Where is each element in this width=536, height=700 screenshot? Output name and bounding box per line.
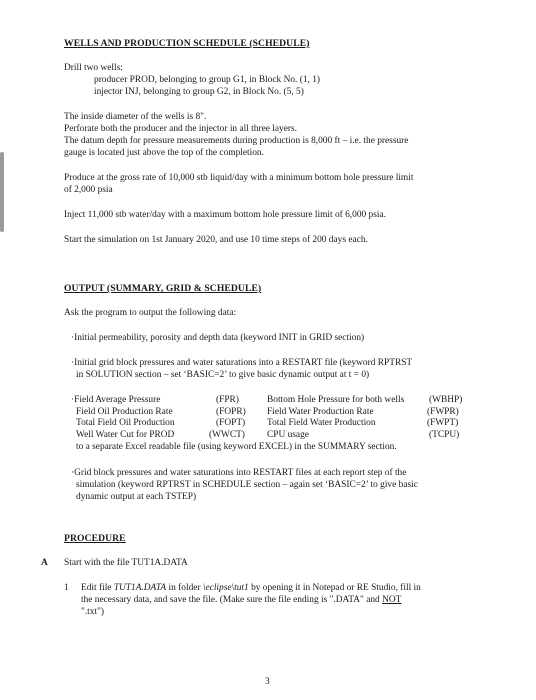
step-1-text-d: the necessary data, and save the file. (Make sure the file ending is ".DATA" and (81, 595, 383, 605)
summary-keywords-table (71, 394, 471, 440)
datum-line-2: gauge is located just above the top of the completion. (64, 148, 264, 158)
summary-left-label: Field Oil Production Rate (76, 406, 173, 417)
step-1-line-1 (81, 582, 421, 594)
step-1-number: 1 (64, 583, 69, 593)
output-item-4-line-3: dynamic output at each TSTEP) (76, 492, 197, 502)
scrollbar-thumb[interactable] (0, 152, 4, 232)
step-1-line-2 (81, 594, 401, 606)
ask-line: Ask the program to output the following data: (64, 308, 237, 318)
produce-line-2: of 2,000 psia (64, 185, 113, 195)
step-1-filename: TUT1A.DATA (113, 583, 167, 593)
output-item-4-line-2: simulation (keyword RPTRST in SCHEDULE section – again set ‘BASIC=2’ to give basic (76, 480, 418, 490)
summary-left-keyword: (FOPT) (216, 418, 246, 428)
summary-row (71, 394, 471, 406)
step-a-letter: A (41, 558, 48, 568)
perforate-line: Perforate both the producer and the injector in all three layers. (64, 124, 297, 134)
drill-intro: Drill two wells: (64, 63, 123, 73)
summary-row (71, 429, 471, 441)
diameter-line: The inside diameter of the wells is 8". (64, 112, 207, 122)
step-1-text-c: by opening it in Notepad or RE Studio, fill in (248, 583, 421, 593)
summary-right-label: Bottom Hole Pressure for both wells (267, 395, 405, 405)
step-1-folder-path: \eclipse\tut1 (202, 583, 249, 593)
output-item-2-line-1: ·Initial grid block pressures and water saturations into a RESTART file (keyword RPTRST (71, 358, 413, 368)
summary-right-label: Total Field Water Production (267, 418, 376, 428)
procedure-heading: PROCEDURE (64, 533, 126, 544)
output-item-1: ·Initial permeability, porosity and depth data (keyword INIT in GRID section) (71, 333, 365, 343)
wells-heading: WELLS AND PRODUCTION SCHEDULE (SCHEDULE) (64, 38, 310, 49)
excel-line: to a separate Excel readable file (using keyword EXCEL) in the SUMMARY section. (76, 442, 397, 452)
inject-line: Inject 11,000 stb water/day with a maximum bottom hole pressure limit of 6,000 psia. (64, 210, 386, 220)
summary-right-keyword: (FWPT) (427, 418, 459, 428)
summary-right-label: Field Water Production Rate (267, 406, 374, 417)
producer-line: producer PROD, belonging to group G1, in Block No. (1, 1) (94, 75, 321, 85)
injector-line: injector INJ, belonging to group G2, in Block No. (5, 5) (94, 87, 304, 97)
summary-left-keyword: (WWCT) (209, 429, 245, 440)
output-item-4-line-1: ·Grid block pressures and water saturations into RESTART files at each report step of the (71, 468, 407, 478)
step-1-text-a: Edit file (81, 583, 114, 593)
step-1-line-3: ".txt") (81, 607, 105, 617)
step-a-text: Start with the file TUT1A.DATA (64, 558, 188, 568)
page-number: 3 (265, 677, 270, 687)
output-item-2-line-2: in SOLUTION section – set ‘BASIC=2’ to give basic dynamic output at t = 0) (76, 370, 370, 380)
produce-line-1: Produce at the gross rate of 10,000 stb liquid/day with a minimum bottom hole pressure limit (64, 173, 414, 183)
output-heading: OUTPUT (SUMMARY, GRID & SCHEDULE) (64, 283, 262, 294)
summary-right-label: CPU usage (267, 429, 309, 440)
summary-left-label: Well Water Cut for PROD (76, 429, 175, 440)
summary-row (71, 406, 471, 418)
summary-left-label: Total Field Oil Production (76, 418, 175, 428)
summary-right-keyword: (WBHP) (429, 395, 463, 405)
summary-row (71, 417, 471, 429)
datum-line-1: The datum depth for pressure measurements during production is 8,000 ft – i.e. the pressure (64, 136, 409, 146)
start-line: Start the simulation on 1st January 2020, and use 10 time steps of 200 days each. (64, 235, 368, 245)
step-1-text-b: in folder (166, 583, 203, 593)
summary-left-label: ·Field Average Pressure (71, 395, 161, 405)
summary-left-keyword: (FOPR) (216, 406, 246, 417)
summary-left-keyword: (FPR) (216, 395, 239, 405)
step-1-not-emphasis: NOT (382, 595, 402, 605)
summary-right-keyword: (FWPR) (427, 406, 459, 417)
summary-right-keyword: (TCPU) (429, 429, 460, 440)
